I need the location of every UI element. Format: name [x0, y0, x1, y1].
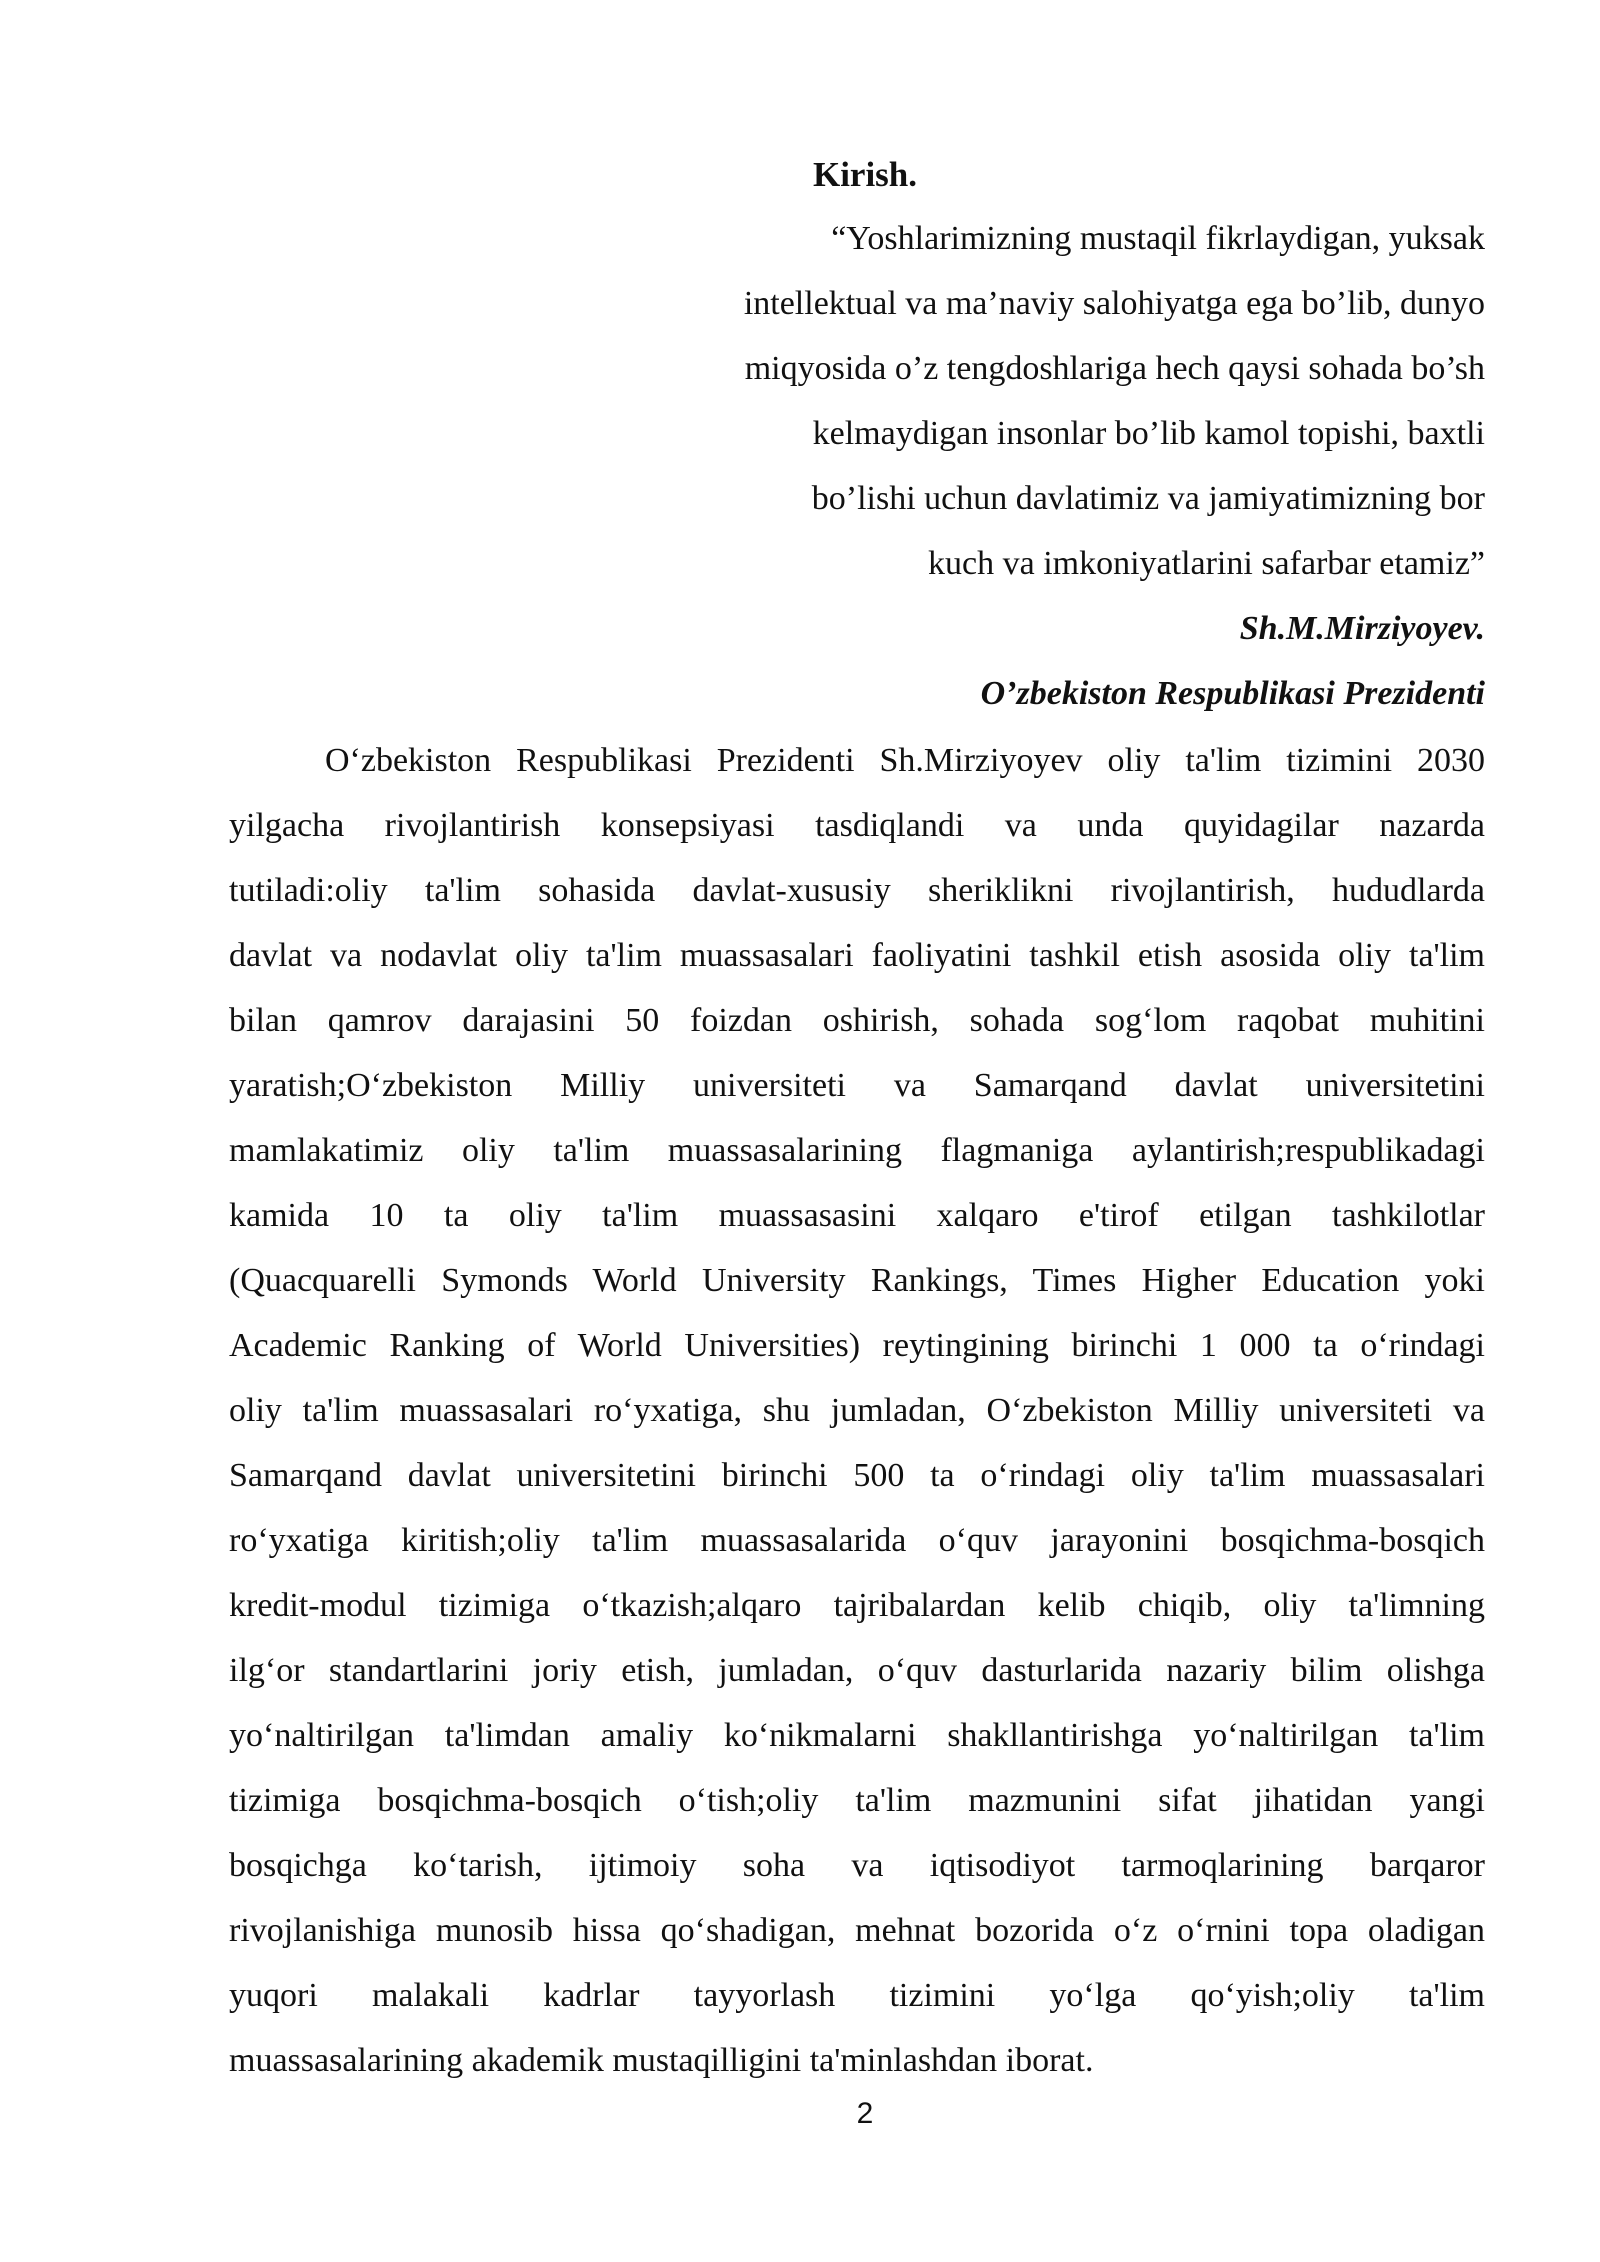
- body-paragraph: [229, 728, 1485, 2093]
- epigraph-author: Sh.M.Mirziyoyev.: [1239, 610, 1485, 647]
- epigraph: [600, 206, 1485, 726]
- epigraph-author-title: O’zbekiston Respublikasi Prezidenti: [980, 675, 1485, 712]
- paragraph-line: mamlakatimiz oliy ta'lim muassasalarining flagmaniga aylantirish;respublikadagi: [229, 1132, 1485, 1169]
- paragraph-line: (Quacquarelli Symonds World University Rankings, Times Higher Education yoki: [229, 1262, 1485, 1299]
- paragraph-line: ilg‘or standartlarini joriy etish, jumladan, o‘quv dasturlarida nazariy bilim olishga: [229, 1652, 1485, 1689]
- paragraph-line: rivojlanishiga munosib hissa qo‘shadigan, mehnat bozorida o‘z o‘rnini topa oladigan: [229, 1912, 1485, 1949]
- epigraph-quote-line: kelmaydigan insonlar bo’lib kamol topishi, baxtli: [812, 415, 1485, 452]
- paragraph-line: bilan qamrov darajasini 50 foizdan oshirish, sohada sog‘lom raqobat muhitini: [229, 1002, 1485, 1039]
- paragraph-line: yaratish;O‘zbekiston Milliy universiteti va Samarqand davlat universitetini: [229, 1067, 1485, 1104]
- section-heading: Kirish.: [812, 155, 918, 194]
- epigraph-quote-line: intellektual va ma’naviy salohiyatga ega bo’lib, dunyo: [743, 285, 1485, 322]
- paragraph-line: oliy ta'lim muassasalari ro‘yxatiga, shu jumladan, O‘zbekiston Milliy universiteti va: [229, 1392, 1485, 1429]
- paragraph-line: davlat va nodavlat oliy ta'lim muassasalari faoliyatini tashkil etish asosida oliy ta'lim: [229, 937, 1485, 974]
- paragraph-line: bosqichga ko‘tarish, ijtimoiy soha va iqtisodiyot tarmoqlarining barqaror: [229, 1847, 1485, 1884]
- page-number: 2: [856, 2097, 874, 2130]
- epigraph-quote-line: bo’lishi uchun davlatimiz va jamiyatimizning bor: [811, 480, 1485, 517]
- paragraph-line: Academic Ranking of World Universities) reytingining birinchi 1 000 ta o‘rindagi: [229, 1327, 1485, 1364]
- epigraph-quote-line: “Yoshlarimizning mustaqil fikrlaydigan, yuksak: [831, 220, 1485, 257]
- epigraph-quote-line: miqyosida o’z tengdoshlariga hech qaysi sohada bo’sh: [744, 350, 1485, 387]
- paragraph-line: O‘zbekiston Respublikasi Prezidenti Sh.Mirziyoyev oliy ta'lim tizimini 2030: [325, 742, 1485, 779]
- paragraph-line: Samarqand davlat universitetini birinchi 500 ta o‘rindagi oliy ta'lim muassasalari: [229, 1457, 1485, 1494]
- paragraph-line: yilgacha rivojlantirish konsepsiyasi tasdiqlandi va unda quyidagilar nazarda: [229, 807, 1485, 844]
- paragraph-line: tutiladi:oliy ta'lim sohasida davlat-xususiy sheriklikni rivojlantirish, hududlarda: [229, 872, 1485, 909]
- paragraph-line: muassasalarining akademik mustaqilligini ta'minlashdan iborat.: [229, 2042, 1094, 2079]
- paragraph-line: tizimiga bosqichma-bosqich o‘tish;oliy ta'lim mazmunini sifat jihatidan yangi: [229, 1782, 1485, 1819]
- epigraph-quote-line: kuch va imkoniyatlarini safarbar etamiz”: [928, 545, 1485, 582]
- paragraph-line: yo‘naltirilgan ta'limdan amaliy ko‘nikmalarni shakllantirishga yo‘naltirilgan ta'lim: [229, 1717, 1485, 1754]
- paragraph-line: yuqori malakali kadrlar tayyorlash tizimini yo‘lga qo‘yish;oliy ta'lim: [229, 1977, 1485, 2014]
- paragraph-line: kamida 10 ta oliy ta'lim muassasasini xalqaro e'tirof etilgan tashkilotlar: [229, 1197, 1485, 1234]
- paragraph-line: ro‘yxatiga kiritish;oliy ta'lim muassasalarida o‘quv jarayonini bosqichma-bosqich: [229, 1522, 1485, 1559]
- paragraph-line: kredit-modul tizimiga o‘tkazish;alqaro tajribalardan kelib chiqib, oliy ta'limning: [229, 1587, 1485, 1624]
